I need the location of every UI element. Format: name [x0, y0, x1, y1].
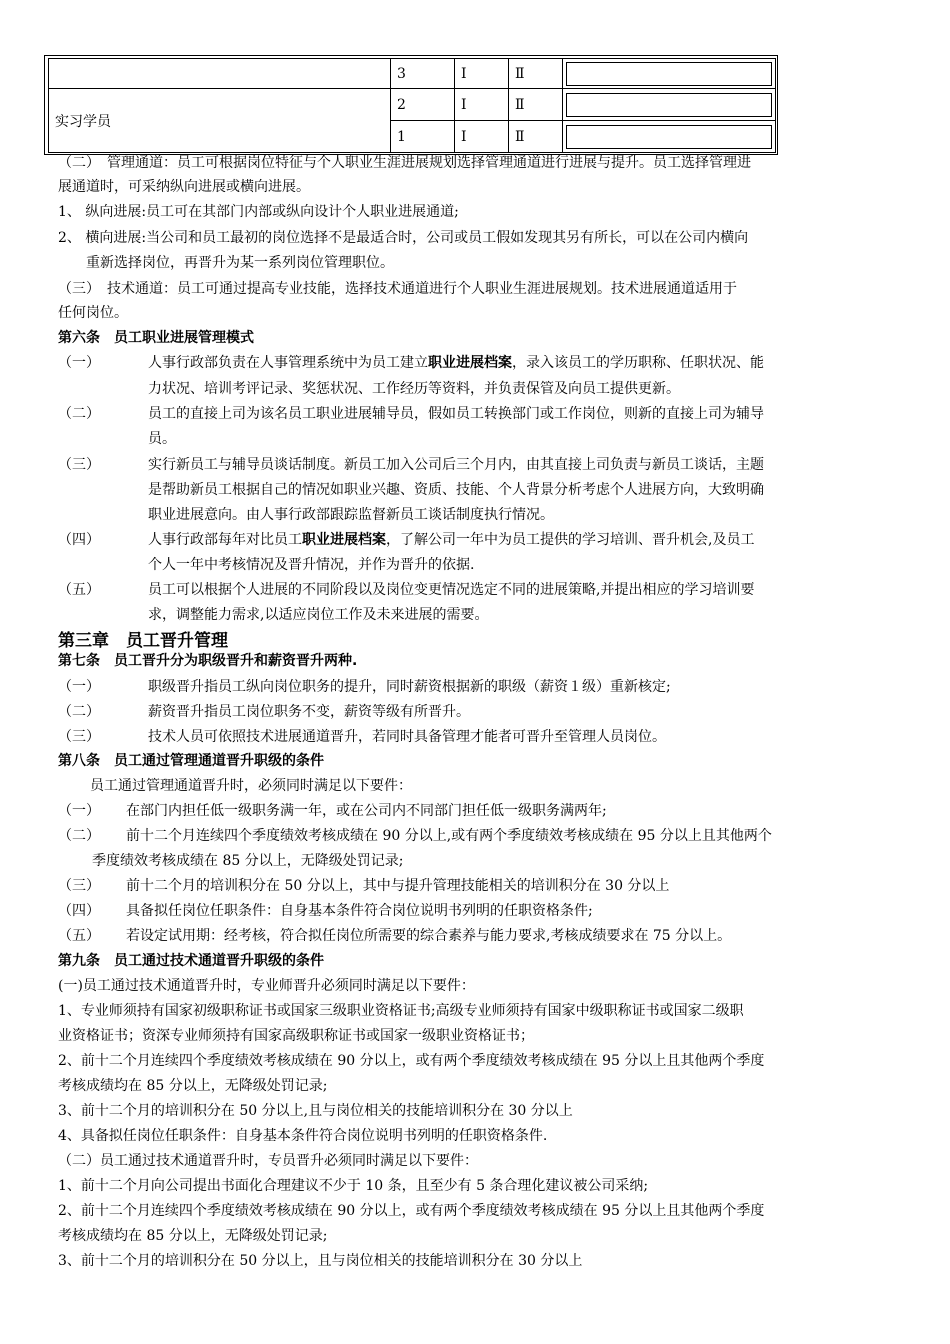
item-text: 职级晋升指员工纵向岗位职务的提升，同时薪资根据新的职级（薪资１级）重新核定; — [148, 679, 671, 695]
para-line: 2、前十二个月连续四个季度绩效考核成绩在 90 分以上，或有两个季度绩效考核成绩在 95 分以上且其他两个季度 — [58, 1053, 765, 1069]
item-text-cont: 求，调整能力需求,以适应岗位工作及未来进展的需要。 — [148, 607, 489, 623]
item-number: （一） — [58, 679, 100, 695]
para-line: 2、前十二个月连续四个季度绩效考核成绩在 90 分以上，或有两个季度绩效考核成绩在 95 分以上且其他两个季度 — [58, 1203, 765, 1219]
para-line: 3、前十二个月的培训积分在 50 分以上，且与岗位相关的技能培训积分在 30 分以上 — [58, 1253, 583, 1269]
para-line: 2、 横向进展:当公司和员工最初的岗位选择不是最适合时，公司或员工假如发现其另有所长，可以在公司内横向 — [58, 230, 749, 246]
table-cell-c2: Ⅱ — [509, 89, 563, 121]
para-line: 1、 纵向进展:员工可在其部门内部或纵向设计个人职业进展通道; — [58, 204, 459, 220]
table-cell-c1: Ⅰ — [455, 121, 509, 153]
table-cell-c2: Ⅱ — [509, 121, 563, 153]
item-text-cont: 力状况、培训考评记录、奖惩状况、工作经历等资料，并负责保管及向员工提供更新。 — [148, 381, 680, 397]
item-number: （一） — [58, 355, 100, 371]
item-number: （五） — [58, 928, 100, 944]
table-cell-c2: Ⅱ — [509, 59, 563, 89]
item-text-cont: 个人一年中考核情况及晋升情况，并作为晋升的依据. — [148, 557, 475, 573]
item-text: 员工的直接上司为该名员工职业进展辅导员，假如员工转换部门或工作岗位，则新的直接上司为辅导 — [148, 406, 764, 422]
table-cell-box — [563, 59, 776, 89]
item-text: 前十二个月连续四个季度绩效考核成绩在 90 分以上,或有两个季度绩效考核成绩在 95 分以上且其他两个 — [126, 828, 772, 844]
para-line: 1、专业师须持有国家初级职称证书或国家三级职业资格证书;高级专业师须持有国家中级职称证书或国家二级职 — [58, 1003, 744, 1019]
item-text: 实行新员工与辅导员谈话制度。新员工加入公司后三个月内，由其直接上司负责与新员工谈话，主题 — [148, 457, 764, 473]
para-line: 考核成绩均在 85 分以上，无降级处罚记录; — [58, 1078, 328, 1094]
item-number: （四） — [58, 532, 100, 548]
para-line: （三） 技术通道：员工可通过提高专业技能，选择技术通道进行个人职业生涯进展规划。技术进展通道适用于 — [58, 281, 737, 297]
para-line: (一)员工通过技术通道晋升时，专业师晋升必须同时满足以下要件： — [58, 978, 475, 994]
article-9-title: 第九条 员工通过技术通道晋升职级的条件 — [58, 953, 324, 969]
item-number: （二） — [58, 828, 100, 844]
item-text-cont: 职业进展意向。由人事行政部跟踪监督新员工谈话制度执行情况。 — [148, 507, 554, 523]
item-number: （三） — [58, 729, 100, 745]
table-cell-label: 实习学员 — [49, 89, 391, 153]
para-line: 重新选择岗位，再晋升为某一系列岗位管理职位。 — [86, 255, 394, 271]
table-cell-c1: Ⅰ — [455, 89, 509, 121]
para-line: 4、具备拟任岗位任职条件：自身基本条件符合岗位说明书列明的任职资格条件. — [58, 1128, 548, 1144]
item-number: （三） — [58, 457, 100, 473]
item-number: （二） — [58, 406, 100, 422]
para-line: 1、前十二个月向公司提出书面化合理建议不少于 10 条，且至少有 5 条合理化建议被公司采纳; — [58, 1178, 649, 1194]
item-text: 人事行政部每年对比员工职业进展档案，了解公司一年中为员工提供的学习培训、晋升机会,及员工 — [148, 532, 755, 548]
level-table — [48, 58, 776, 153]
item-text-cont: 是帮助新员工根据自己的情况如职业兴趣、资质、技能、个人背景分析考虑个人进展方向，大致明确 — [148, 482, 764, 498]
table-cell-level: 3 — [391, 59, 455, 89]
item-number: （二） — [58, 704, 100, 720]
item-number: （五） — [58, 582, 100, 598]
table-cell-level: 1 — [391, 121, 455, 153]
item-number: （四） — [58, 903, 100, 919]
item-text: 员工可以根据个人进展的不同阶段以及岗位变更情况选定不同的进展策略,并提出相应的学习培训要 — [148, 582, 755, 598]
para-line: （二） 管理通道：员工可根据岗位特征与个人职业生涯进展规划选择管理通道进行进展与提升。员工选择管理进 — [58, 155, 751, 171]
para-line: 3、前十二个月的培训积分在 50 分以上,且与岗位相关的技能培训积分在 30 分以上 — [58, 1103, 573, 1119]
table-cell-c1: Ⅰ — [455, 59, 509, 89]
table-cell-box — [563, 121, 776, 153]
item-text: 前十二个月的培训积分在 50 分以上，其中与提升管理技能相关的培训积分在 30 分以上 — [126, 878, 670, 894]
chapter-title: 第三章 员工晋升管理 — [58, 631, 228, 651]
item-text-cont: 季度绩效考核成绩在 85 分以上，无降级处罚记录; — [92, 853, 404, 869]
item-text: 若设定试用期：经考核，符合拟任岗位所需要的综合素养与能力要求,考核成绩要求在 75 分以上。 — [126, 928, 732, 944]
table-cell-box — [563, 89, 776, 121]
article-intro: 员工通过管理通道晋升时，必须同时满足以下要件： — [90, 778, 412, 794]
para-line: 任何岗位。 — [58, 305, 128, 321]
table-row — [49, 59, 776, 89]
item-text: 薪资晋升指员工岗位职务不变，薪资等级有所晋升。 — [148, 704, 470, 720]
item-text: 具备拟任岗位任职条件：自身基本条件符合岗位说明书列明的任职资格条件; — [126, 903, 593, 919]
table-cell-level: 2 — [391, 89, 455, 121]
article-6-title: 第六条 员工职业进展管理模式 — [58, 330, 254, 346]
article-8-title: 第八条 员工通过管理通道晋升职级的条件 — [58, 753, 324, 769]
para-line: 展通道时，可采纳纵向进展或横向进展。 — [58, 179, 310, 195]
table-row — [49, 89, 776, 121]
item-text: 在部门内担任低一级职务满一年，或在公司内不同部门担任低一级职务满两年; — [126, 803, 607, 819]
para-line: 考核成绩均在 85 分以上，无降级处罚记录; — [58, 1228, 328, 1244]
para-line: （二）员工通过技术通道晋升时，专员晋升必须同时满足以下要件： — [58, 1153, 478, 1169]
item-text: 技术人员可依照技术进展通道晋升，若同时具备管理才能者可晋升至管理人员岗位。 — [148, 729, 666, 745]
table-cell-label — [49, 59, 391, 89]
para-line: 业资格证书；资深专业师须持有国家高级职称证书或国家一级职业资格证书； — [58, 1028, 534, 1044]
article-7-title: 第七条 员工晋升分为职级晋升和薪资晋升两种. — [58, 653, 358, 669]
item-number: （三） — [58, 878, 100, 894]
item-number: （一） — [58, 803, 100, 819]
item-text-cont: 员。 — [148, 431, 176, 447]
item-text: 人事行政部负责在人事管理系统中为员工建立职业进展档案，录入该员工的学历职称、任职状况、能 — [148, 355, 764, 371]
